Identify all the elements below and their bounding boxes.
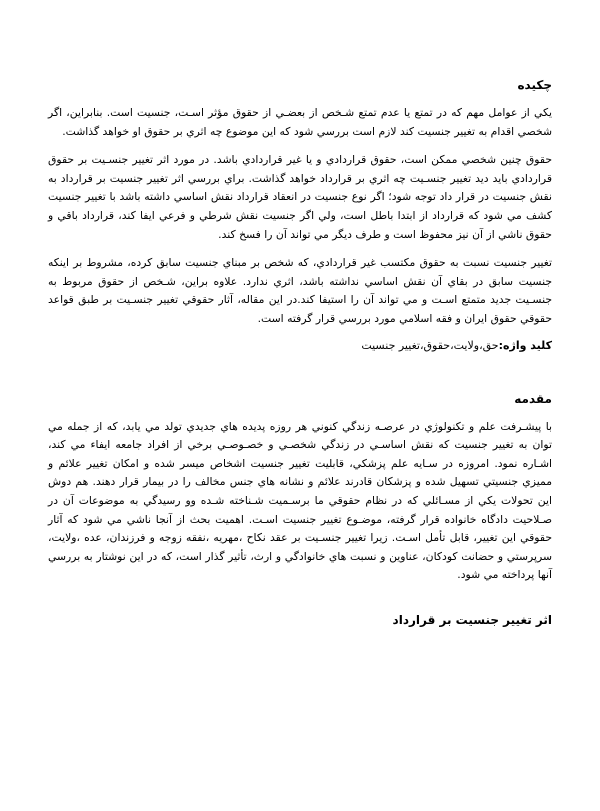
keywords-line: [48, 339, 552, 352]
keywords-list: حق،ولایت،حقوق،تغییر جنسیت: [361, 338, 499, 352]
abstract-heading: چکیده: [517, 78, 552, 92]
introduction-paragraph: با پیشـرفت علم و تکنولوژي در عرصـه زندگي کنوني هر روزه پدیده هاي جدیدي تولد مي یابد، که از جمله مي توان به تغییر جنسیت که نقش اساسـي در زندگي شخصـي و خصـوصـي برخي از افراد جامعه ایفاء مي کند، اشـاره نمود. امروزه در سـایه علم پزشکي، قابلیت تغییر جنسیت اشخاص میسر شده و امکان تغییر علائم و ممیزي جنسیتي تسهیل شده و پزشکان قادرند علائم و نشانه هاي جنس مخالف را در بیمار قرار دهند. هم دوش این تحولات یکي از مسـائلي که در نظام حقوقي ما برسـمیت شـناخته شـده وو رسیدگي به موضوعات آن در صـلاحیت دادگاه خانواده قرار گرفته، موضـوع تغییر جنسیت اسـت. اهمیت بحث از آنجا ناشي مي شود که آثار حقوقي این تغییر، قابل تأمل اسـت. زیرا تغییر جنسـیت بر عقد نکاح ،مهریه ،نفقه زوجه و فرزندان، عده ،ولایت، سرپرستي و حضانت کودکان، عناوین و نسبت هاي خانوادگي و ارث، تأثیر گذار است، که در این نوشتار به بررسي آنها پرداخته مي شود.: [48, 419, 552, 582]
introduction-heading: مقدمه: [514, 391, 552, 406]
section-heading: اثر تغییر جنسیت بر قرارداد: [392, 612, 552, 627]
keywords-label: کلید واژه:: [498, 338, 552, 352]
abstract-paragraph-3: تغییر جنسیت نسبت به حقوق مکتسب غیر قراردادي، که شخص بر مبناي جنسیت سابق کرده، مشروط بر اینکه جنسیت سابق در بقاي آن نقش اساسي نداشته باشد، اثري ندارد. علاوه براین، شـخص از حقوق مربوط به جنسـیت جدید متمتع اسـت و مي تواند آن را استیفا کند.در این مقاله، آثار حقوقي تغییر جنسـیت بر طبق قواعد حقوقي حقوق ایران و فقه اسلامي مورد بررسي قرار گرفته است.: [48, 256, 552, 325]
abstract-paragraph-2: حقوق چنین شخصي ممکن است، حقوق قراردادي و یا غیر قراردادي باشد. در مورد اثر تغییر جنسـیت بر حقوق قراردادي باید دید تغییر جنسـیت چه اثري بر قرارداد خواهد گذاشت. براي بررسي اثر تغییر جنسیت بر قرارداد به نقش جنسیت در قرار داد توجه شود؛ اگر نوع جنسیت در انعقاد قرارداد نقش اساسي داشته باشد با تغییر جنسیت کشف مي شود که قرارداد از ابتدا باطل است، ولي اگر جنسیت نقش شرطي و فرعي ایفا کند، قرارداد باقي و حقوق ناشي از آن نیز محفوظ است و طرف دیگر مي تواند آن را فسخ کند.: [48, 153, 552, 241]
abstract-paragraph-1: یکي از عوامل مهم که در تمتع یا عدم تمتع شـخص از بعضـي از حقوق مؤثر اسـت، جنسیت است. بنابراین، اگر شخصي اقدام به تغییر جنسیت کند لازم است بررسي شود که این موضوع چه اثري بر حقوق او خواهد گذاشت.: [48, 106, 552, 138]
